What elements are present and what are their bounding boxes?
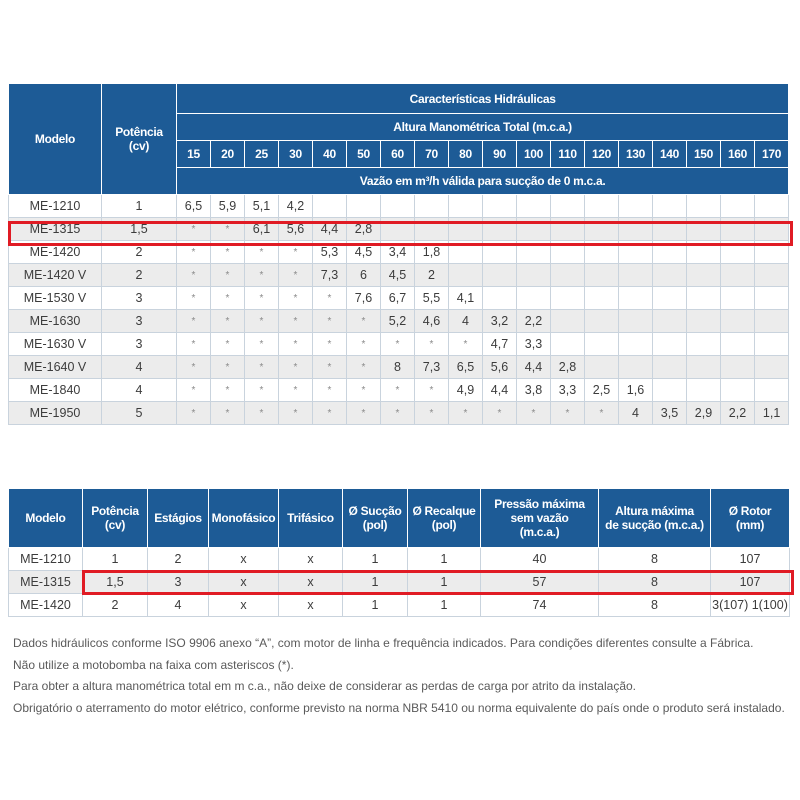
height-header: 90 xyxy=(483,141,517,168)
flow-cell xyxy=(687,195,721,218)
spec-cell: 4 xyxy=(148,594,209,617)
flow-cell: * xyxy=(245,402,279,425)
height-header: 150 xyxy=(687,141,721,168)
flow-cell: * xyxy=(211,287,245,310)
flow-cell: * xyxy=(245,287,279,310)
flow-cell xyxy=(415,218,449,241)
flow-cell: 1,8 xyxy=(415,241,449,264)
model-cell: ME-1315 xyxy=(9,218,102,241)
flow-cell: 6,5 xyxy=(449,356,483,379)
footnote: Dados hidráulicos conforme ISO 9906 anexo “A”, com motor de linha e frequência indicados. Para condições diferentes consulte a Fábrica. xyxy=(13,636,754,650)
flow-cell xyxy=(653,264,687,287)
flow-cell xyxy=(653,241,687,264)
spec-cell: 74 xyxy=(481,594,599,617)
flow-cell: * xyxy=(279,379,313,402)
flow-cell: 4,9 xyxy=(449,379,483,402)
flow-cell xyxy=(517,287,551,310)
flow-cell: * xyxy=(381,402,415,425)
flow-cell: 2,8 xyxy=(551,356,585,379)
flow-cell: * xyxy=(415,379,449,402)
flow-cell xyxy=(619,218,653,241)
table-row xyxy=(9,195,789,218)
flow-cell: * xyxy=(245,356,279,379)
flow-cell xyxy=(619,333,653,356)
flow-cell: 7,6 xyxy=(347,287,381,310)
flow-cell xyxy=(755,333,789,356)
power-cell: 3 xyxy=(102,333,177,356)
spec-cell: 2 xyxy=(148,548,209,571)
spec-header: Estágios xyxy=(148,489,209,548)
flow-cell: * xyxy=(347,356,381,379)
flow-cell: * xyxy=(415,333,449,356)
flow-cell: * xyxy=(347,379,381,402)
flow-cell: 2,2 xyxy=(517,310,551,333)
flow-cell xyxy=(619,195,653,218)
power-cell: 4 xyxy=(102,379,177,402)
col-header-modelo: Modelo xyxy=(9,84,102,195)
flow-cell: * xyxy=(177,333,211,356)
flow-cell: * xyxy=(211,379,245,402)
flow-cell xyxy=(347,195,381,218)
hydraulic-characteristics-table xyxy=(8,83,789,425)
spec-cell: 3(107) 1(100) xyxy=(711,594,790,617)
flow-cell xyxy=(313,195,347,218)
flow-cell: * xyxy=(245,310,279,333)
flow-cell: * xyxy=(245,379,279,402)
flow-cell: * xyxy=(211,402,245,425)
flow-cell: * xyxy=(279,241,313,264)
flow-cell: 7,3 xyxy=(415,356,449,379)
height-header: 25 xyxy=(245,141,279,168)
spec-cell: ME-1420 xyxy=(9,594,83,617)
flow-cell: * xyxy=(279,287,313,310)
flow-cell: * xyxy=(551,402,585,425)
model-cell: ME-1840 xyxy=(9,379,102,402)
flow-cell xyxy=(415,195,449,218)
flow-cell xyxy=(755,195,789,218)
height-header: 100 xyxy=(517,141,551,168)
flow-cell: 4,5 xyxy=(381,264,415,287)
flow-cell: * xyxy=(177,241,211,264)
flow-cell: 1,1 xyxy=(755,402,789,425)
table-row xyxy=(9,287,789,310)
flow-cell: * xyxy=(211,264,245,287)
power-cell: 2 xyxy=(102,241,177,264)
flow-cell: * xyxy=(177,402,211,425)
power-cell: 5 xyxy=(102,402,177,425)
flow-cell xyxy=(483,195,517,218)
spec-cell: 8 xyxy=(599,571,711,594)
flow-cell: * xyxy=(279,264,313,287)
flow-cell: * xyxy=(347,310,381,333)
flow-cell xyxy=(585,333,619,356)
flow-cell: 5,2 xyxy=(381,310,415,333)
flow-cell xyxy=(585,310,619,333)
flow-cell xyxy=(721,218,755,241)
model-cell: ME-1530 V xyxy=(9,287,102,310)
flow-cell: * xyxy=(313,333,347,356)
table-row xyxy=(9,402,789,425)
flow-cell: * xyxy=(313,402,347,425)
flow-cell xyxy=(619,241,653,264)
power-cell: 2 xyxy=(102,264,177,287)
flow-cell: 2,5 xyxy=(585,379,619,402)
spec-cell: 1 xyxy=(408,548,481,571)
flow-cell: 4 xyxy=(449,310,483,333)
power-cell: 3 xyxy=(102,310,177,333)
flow-cell xyxy=(653,195,687,218)
flow-cell xyxy=(517,218,551,241)
flow-cell: 5,5 xyxy=(415,287,449,310)
col-header-potencia: Potência (cv) xyxy=(102,84,177,195)
flow-cell: 6 xyxy=(347,264,381,287)
spec-header: Potência (cv) xyxy=(83,489,148,548)
flow-cell: 6,5 xyxy=(177,195,211,218)
flow-cell: 2,8 xyxy=(347,218,381,241)
model-cell: ME-1640 V xyxy=(9,356,102,379)
table-row xyxy=(9,218,789,241)
flow-cell xyxy=(755,241,789,264)
spec-cell: 1 xyxy=(343,594,408,617)
spec-cell: 107 xyxy=(711,571,790,594)
flow-cell: * xyxy=(211,241,245,264)
flow-cell xyxy=(619,356,653,379)
flow-cell: * xyxy=(177,264,211,287)
flow-cell xyxy=(551,218,585,241)
flow-cell xyxy=(381,195,415,218)
flow-cell xyxy=(687,333,721,356)
flow-cell: * xyxy=(347,402,381,425)
spec-cell: x xyxy=(279,548,343,571)
spec-cell: 8 xyxy=(599,548,711,571)
flow-cell: 6,7 xyxy=(381,287,415,310)
group-header-hydraulic: Características Hidráulicas xyxy=(177,84,789,114)
flow-cell: * xyxy=(313,356,347,379)
flow-cell xyxy=(619,264,653,287)
flow-cell: * xyxy=(449,402,483,425)
spec-cell: x xyxy=(209,571,279,594)
height-header: 15 xyxy=(177,141,211,168)
flow-cell xyxy=(483,287,517,310)
flow-cell: 3,5 xyxy=(653,402,687,425)
flow-cell xyxy=(687,379,721,402)
flow-cell xyxy=(721,287,755,310)
flow-cell xyxy=(687,241,721,264)
technical-specs-table xyxy=(8,488,790,617)
flow-cell: 5,1 xyxy=(245,195,279,218)
power-cell: 1 xyxy=(102,195,177,218)
footnote: Obrigatório o aterramento do motor elétrico, conforme previsto na norma NBR 5410 ou norma equivalente do país onde o produto será instalado. xyxy=(13,700,785,715)
flow-cell: 3,8 xyxy=(517,379,551,402)
flow-cell: 3,3 xyxy=(551,379,585,402)
flow-cell xyxy=(755,356,789,379)
flow-cell xyxy=(483,218,517,241)
flow-cell: * xyxy=(279,356,313,379)
flow-cell xyxy=(585,356,619,379)
spec-header: Trifásico xyxy=(279,489,343,548)
flow-cell xyxy=(483,241,517,264)
flow-cell xyxy=(653,379,687,402)
flow-cell xyxy=(653,218,687,241)
flow-cell xyxy=(449,264,483,287)
power-cell: 1,5 xyxy=(102,218,177,241)
table-row xyxy=(9,333,789,356)
flow-cell xyxy=(721,379,755,402)
spec-cell: 1 xyxy=(343,548,408,571)
height-header: 160 xyxy=(721,141,755,168)
flow-cell xyxy=(585,241,619,264)
flow-cell xyxy=(687,264,721,287)
flow-cell xyxy=(483,264,517,287)
flow-cell: 1,6 xyxy=(619,379,653,402)
flow-cell xyxy=(449,241,483,264)
height-header: 40 xyxy=(313,141,347,168)
flow-cell xyxy=(585,287,619,310)
flow-cell: * xyxy=(313,379,347,402)
flow-cell: 3,4 xyxy=(381,241,415,264)
flow-cell: 4,6 xyxy=(415,310,449,333)
spec-cell: 1,5 xyxy=(83,571,148,594)
spec-cell: x xyxy=(209,594,279,617)
spec-cell: x xyxy=(279,594,343,617)
flow-cell: 5,9 xyxy=(211,195,245,218)
height-header: 80 xyxy=(449,141,483,168)
flow-cell: 4 xyxy=(619,402,653,425)
flow-cell: 4,7 xyxy=(483,333,517,356)
flow-cell: * xyxy=(177,379,211,402)
flow-cell xyxy=(551,333,585,356)
flow-cell xyxy=(585,218,619,241)
height-header: 20 xyxy=(211,141,245,168)
spec-cell: x xyxy=(209,548,279,571)
flow-cell: * xyxy=(449,333,483,356)
flow-cell: * xyxy=(279,310,313,333)
flow-cell: * xyxy=(211,333,245,356)
flow-cell: * xyxy=(211,310,245,333)
height-header: 140 xyxy=(653,141,687,168)
flow-cell xyxy=(653,356,687,379)
flow-cell xyxy=(687,218,721,241)
flow-cell xyxy=(619,287,653,310)
flow-cell: * xyxy=(381,379,415,402)
flow-cell: * xyxy=(415,402,449,425)
power-cell: 4 xyxy=(102,356,177,379)
spec-cell: 107 xyxy=(711,548,790,571)
table-row xyxy=(9,264,789,287)
flow-cell xyxy=(687,310,721,333)
model-cell: ME-1420 V xyxy=(9,264,102,287)
flow-cell xyxy=(721,264,755,287)
model-cell: ME-1420 xyxy=(9,241,102,264)
table-row xyxy=(9,310,789,333)
flow-cell xyxy=(721,310,755,333)
height-header: 30 xyxy=(279,141,313,168)
height-header: 50 xyxy=(347,141,381,168)
spec-cell: ME-1210 xyxy=(9,548,83,571)
table-row xyxy=(9,571,790,594)
flow-cell: 6,1 xyxy=(245,218,279,241)
flow-cell: 8 xyxy=(381,356,415,379)
flow-cell xyxy=(551,241,585,264)
spec-header: Altura máxima de sucção (m.c.a.) xyxy=(599,489,711,548)
spec-cell: x xyxy=(279,571,343,594)
spec-cell: 1 xyxy=(343,571,408,594)
flow-cell xyxy=(721,195,755,218)
flow-cell: * xyxy=(245,264,279,287)
flow-cell xyxy=(755,287,789,310)
flow-cell xyxy=(653,310,687,333)
flow-cell xyxy=(721,356,755,379)
model-cell: ME-1630 xyxy=(9,310,102,333)
flow-cell: 7,3 xyxy=(313,264,347,287)
flow-cell xyxy=(449,195,483,218)
flow-note-header: Vazão em m³/h válida para sucção de 0 m.c.a. xyxy=(177,168,789,195)
table-row xyxy=(9,594,790,617)
flow-cell xyxy=(653,333,687,356)
flow-cell: * xyxy=(517,402,551,425)
height-header: 70 xyxy=(415,141,449,168)
spec-header: Ø Recalque (pol) xyxy=(408,489,481,548)
table-row xyxy=(9,548,790,571)
spec-cell: 1 xyxy=(408,594,481,617)
flow-cell xyxy=(381,218,415,241)
spec-cell: ME-1315 xyxy=(9,571,83,594)
flow-cell: 5,6 xyxy=(483,356,517,379)
model-cell: ME-1630 V xyxy=(9,333,102,356)
flow-cell: 4,4 xyxy=(483,379,517,402)
spec-cell: 1 xyxy=(83,548,148,571)
flow-cell xyxy=(517,241,551,264)
flow-cell: 2 xyxy=(415,264,449,287)
flow-cell: * xyxy=(313,287,347,310)
flow-cell: * xyxy=(177,356,211,379)
flow-cell: 2,2 xyxy=(721,402,755,425)
spec-header: Ø Sucção (pol) xyxy=(343,489,408,548)
flow-cell: * xyxy=(381,333,415,356)
flow-cell: * xyxy=(483,402,517,425)
flow-cell: * xyxy=(245,241,279,264)
flow-cell: * xyxy=(279,402,313,425)
flow-cell xyxy=(687,287,721,310)
flow-cell xyxy=(755,218,789,241)
flow-cell: 4,5 xyxy=(347,241,381,264)
flow-cell xyxy=(517,264,551,287)
flow-cell xyxy=(721,333,755,356)
height-header: 120 xyxy=(585,141,619,168)
flow-cell xyxy=(755,264,789,287)
spec-cell: 57 xyxy=(481,571,599,594)
height-header: 60 xyxy=(381,141,415,168)
table-row xyxy=(9,379,789,402)
flow-cell xyxy=(551,264,585,287)
flow-cell: 4,1 xyxy=(449,287,483,310)
spec-cell: 2 xyxy=(83,594,148,617)
flow-cell: 2,9 xyxy=(687,402,721,425)
model-cell: ME-1210 xyxy=(9,195,102,218)
flow-cell: 4,4 xyxy=(517,356,551,379)
spec-cell: 3 xyxy=(148,571,209,594)
spec-header: Modelo xyxy=(9,489,83,548)
height-header: 130 xyxy=(619,141,653,168)
footnote: Não utilize a motobomba na faixa com asteriscos (*). xyxy=(13,657,294,672)
height-header: 110 xyxy=(551,141,585,168)
flow-cell xyxy=(551,287,585,310)
height-header: 170 xyxy=(755,141,789,168)
flow-cell: * xyxy=(347,333,381,356)
flow-cell xyxy=(551,310,585,333)
flow-cell: * xyxy=(313,310,347,333)
flow-cell xyxy=(755,379,789,402)
flow-cell: 5,3 xyxy=(313,241,347,264)
flow-cell xyxy=(585,195,619,218)
flow-cell: 3,3 xyxy=(517,333,551,356)
specs-header-row xyxy=(9,489,790,548)
flow-cell xyxy=(721,241,755,264)
spec-header: Monofásico xyxy=(209,489,279,548)
spec-cell: 8 xyxy=(599,594,711,617)
flow-cell: * xyxy=(177,218,211,241)
flow-cell: * xyxy=(279,333,313,356)
flow-cell: 3,2 xyxy=(483,310,517,333)
flow-cell xyxy=(449,218,483,241)
footnotes xyxy=(13,637,793,723)
flow-cell: 4,4 xyxy=(313,218,347,241)
power-cell: 3 xyxy=(102,287,177,310)
flow-cell: 4,2 xyxy=(279,195,313,218)
flow-cell: * xyxy=(585,402,619,425)
flow-cell: * xyxy=(177,310,211,333)
flow-cell xyxy=(551,195,585,218)
table-row xyxy=(9,356,789,379)
model-cell: ME-1950 xyxy=(9,402,102,425)
table-row xyxy=(9,241,789,264)
flow-cell: * xyxy=(211,356,245,379)
flow-cell xyxy=(653,287,687,310)
flow-cell xyxy=(517,195,551,218)
footnote: Para obter a altura manométrica total em m c.a., não deixe de considerar as perdas de carga por atrito da instalação. xyxy=(13,679,637,693)
spec-header: Pressão máxima sem vazão (m.c.a.) xyxy=(481,489,599,548)
spec-header: Ø Rotor (mm) xyxy=(711,489,790,548)
flow-cell: 5,6 xyxy=(279,218,313,241)
flow-cell xyxy=(755,310,789,333)
flow-cell: * xyxy=(211,218,245,241)
flow-cell: * xyxy=(177,287,211,310)
group-header-altura: Altura Manométrica Total (m.c.a.) xyxy=(177,114,789,141)
flow-cell xyxy=(585,264,619,287)
flow-cell xyxy=(687,356,721,379)
spec-cell: 40 xyxy=(481,548,599,571)
spec-cell: 1 xyxy=(408,571,481,594)
flow-cell xyxy=(619,310,653,333)
flow-cell: * xyxy=(245,333,279,356)
